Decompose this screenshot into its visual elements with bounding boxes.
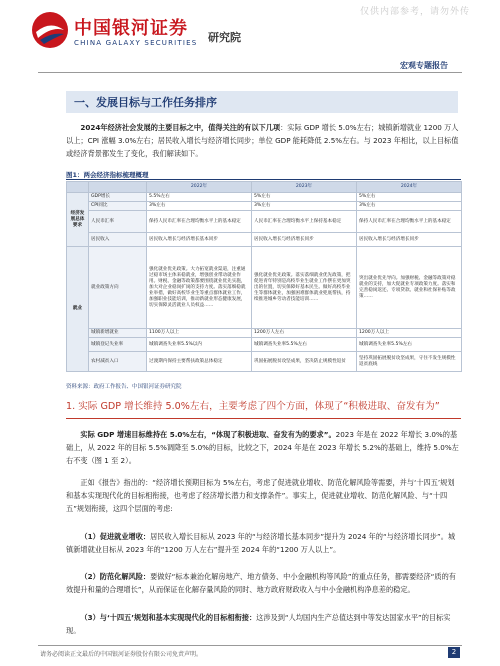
intro-text: ：实际 GDP 增长 5.0%左右；城镇新增就业 1200 万人以上；CPI 涨幅 3.0%左右；居民收入增长与经济增长同步；单位 GDP 能耗降低 2.5%左右。与 2023 年相比，以上目标值或经济背景都发生了变化，我们解读如下。 [66,123,459,158]
table-cell: 3%左右 [147,202,252,211]
table-row [67,352,462,372]
p3-text: 居民收入增长目标从 2023 年的“与经济增长基本同步”提升为 2024 年的“与经济增长同步”。城镇新增就业目标从 2023 年的“1200 万人左右”提升至 2024 年的“1200 万人以上”。 [66,532,456,554]
table-cell: 强化就业优先政策。大力拓宽就业渠道，注重通过稳市场主体来稳就业，增强创业带动就业作用。财税、金融等政策都要围绕就业优先实施，加大对企业稳岗扩岗的支持力度。落实落细稳就业举措，做好高校毕业生等重点群体就业工作，加强职业技能培训，推动新就业形态健康发展，切实保障灵活就业人员权益…… [147,247,252,329]
table-row [67,193,462,202]
logo-en-text: CHINA GALAXY SECURITIES [74,39,198,47]
p2-text: 正如《报告》指出的：“经济增长预期目标为 5%左右，考虑了促进就业增收、防范化解风险等需要，并与‘十四五’规划和基本实现现代化的目标相衔接，也考虑了经济增长潜力和支撑条件”。事实上，促进就业增收、防范化解风险、与“十四五”规划衔接，这四个层面的考虑: [66,478,455,513]
table-cell: 突出就业优先导向。加强财税、金融等政策对稳就业的支持，加大促就业专项政策力度。落实和完善稳岗返还、专项贷款、就业和社保补贴等政策…… [357,247,462,329]
table-category-cell: 就业 [67,247,89,372]
logo-cn-text: 中国银河证券 [74,18,188,39]
watermark: 仅供内部参考，请勿外传 [359,7,470,17]
table-cell: 1200万人以上 [357,329,462,338]
table-cell: 坚持巩固拓展脱贫攻坚成果，守住不发生规模性返贫底线 [357,352,462,372]
body-paragraph-1 [66,428,461,467]
intro-paragraph [66,121,461,160]
table-cell: 巩固拓展脱贫攻坚成果，坚决防止规模性返贫 [252,352,357,372]
table-label-cell: 农村减贫入口 [89,352,147,372]
footer-divider [38,645,462,646]
p5-bold: （3）与‘十四五’规划和基本实现现代化的目标相衔接： [80,613,257,622]
subsection-rule [66,418,461,419]
p4-text: 要做好“标本兼治化解房地产、地方债务、中小金融机构等风险”的重点任务，都需要经济“质的有效提升和量的合理增长”，从而保证在化解存量风险的同时、地方政府财政收入与中小金融机构净息差的稳定。 [66,572,456,594]
table-header-row [67,182,462,193]
body-paragraph-5 [66,611,461,637]
intro-bold: 2024年经济社会发展的主要目标之中，值得关注的有以下几项 [80,123,281,132]
table-header-cell: 2022年 [147,182,252,193]
body-paragraph-2 [66,476,461,515]
table-header-cell: 2023年 [252,182,357,193]
table-cell: 强化就业优先政策。落实落细就业优先政策，把促进青年特别是高校毕业生就业工作摆在更加突出的位置，切实保障好基本民生。做好高校毕业生等群体就业，加强困难群体就业兜底帮扶，持续推进城乡劳动者技能培训…… [252,247,357,329]
table-cell: 5.5%左右 [147,193,252,202]
table-cell: 居民收入增长与经济增长同步 [252,233,357,247]
table-cell: 3%左右 [252,202,357,211]
table-row [67,202,462,211]
table-label-cell: 城镇登记失业率 [89,338,147,352]
figure-rule [66,179,461,180]
figure-title: 图1：两会经济指标梳理概理 [66,171,149,179]
table-row [67,338,462,352]
table-row [67,233,462,247]
page-number: 2 [448,647,460,658]
table-cell: 1200万人左右 [252,329,357,338]
table-label-cell: 城镇新增就业 [89,329,147,338]
table-cell: 人民币汇率在合理均衡水平上保持基本稳定 [252,211,357,233]
table-header-cell [67,182,89,193]
table-cell: 过渡期内保持主要帮扶政策总体稳定 [147,352,252,372]
p5-text: 这涉及到“人均国内生产总值达到中等发达国家水平”的目标实现。 [66,613,451,635]
p1-bold: 实际 GDP 增速目标维持在 5.0%左右，“体现了积极进取、奋发有为的要求”。 [80,430,336,439]
p4-bold: （2）防范化解风险： [80,572,151,581]
table-label-cell: 就业政策方向 [89,247,147,329]
table-category-cell: 经济发展总体要求 [67,193,89,247]
table-cell: 城镇调查失业率5.5%左右 [252,338,357,352]
header-divider [38,72,462,73]
indicator-table [66,181,462,372]
table-cell: 居民收入增长与经济增长同步 [357,233,462,247]
table-cell: 城镇调查失业率5.5%左右 [357,338,462,352]
table-header-cell: 2024年 [357,182,462,193]
table-cell: 5%左右 [252,193,357,202]
table-label-cell: 人民币汇率 [89,211,147,233]
table-header-cell [89,182,147,193]
table-row [67,247,462,329]
table-cell: 保持人民币汇率在合理均衡水平上的基本稳定 [357,211,462,233]
section-title: 一、发展目标与工作任务排序 [74,96,217,109]
table-cell: 3%左右 [357,202,462,211]
report-type: 宏观专题报告 [400,61,448,70]
table-label-cell: 居民收入 [89,233,147,247]
table-row [67,211,462,233]
p3-bold: （1）促进就业增收： [80,532,151,541]
body-paragraph-4 [66,570,461,596]
table-row [67,329,462,338]
company-logo [30,8,270,52]
table-cell: 1100万人以上 [147,329,252,338]
subsection-title: 1. 实际 GDP 增长维持 5.0%左右，主要考虑了四个方面，体现了“积极进取、奋发有为” [66,401,440,412]
institute-label: 研究院 [208,31,241,44]
table-cell: 城镇调查失业率5.5%以内 [147,338,252,352]
table-label-cell: CPI同比 [89,202,147,211]
figure-source: 资料来源：政府工作报告、中国银河证券研究院 [66,384,182,390]
table-label-cell: GDP增长 [89,193,147,202]
table-cell: 保持人民币汇率在合理均衡水平上的基本稳定 [147,211,252,233]
footer-disclaimer: 请务必阅读正文最后的中国银河证券股份有限公司免责声明。 [40,651,203,658]
p1-text: 2023 年是在 2022 年增长 3.0%的基础上，从 2022 年的目标 5.5%调降至 5.0%的目标，比较之下，2024 年是在 2023 年增长 5.2%的基础上，维持 5.0%左右不变（图 1 至 2）。 [66,430,459,465]
galaxy-logo-icon [30,10,70,50]
body-paragraph-3 [66,530,461,556]
table-cell: 居民收入增长与经济增长基本同步 [147,233,252,247]
table-cell: 5%左右 [357,193,462,202]
